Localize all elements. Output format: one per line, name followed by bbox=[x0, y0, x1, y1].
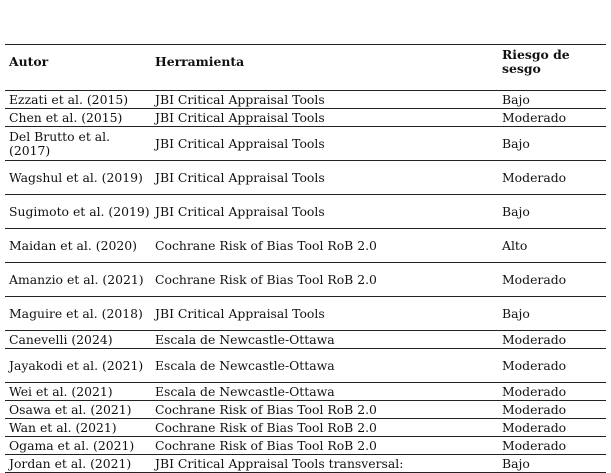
header-tool: Herramienta bbox=[155, 54, 245, 69]
cell-risk: Moderado bbox=[502, 357, 567, 373]
cell-author: Maguire et al. (2018) bbox=[9, 305, 143, 321]
cell-tool: Cochrane Risk of Bias Tool RoB 2.0 bbox=[155, 271, 377, 287]
cell-risk: Moderado bbox=[502, 419, 567, 435]
cell-author: Wan et al. (2021) bbox=[9, 419, 117, 435]
cell-risk: Moderado bbox=[502, 331, 567, 347]
table-row bbox=[5, 263, 606, 297]
table-row bbox=[5, 349, 606, 383]
cell-risk: Moderado bbox=[502, 271, 567, 287]
cell-author: Jordan et al. (2021) bbox=[9, 455, 132, 471]
table-row bbox=[5, 437, 606, 455]
cell-author: Maidan et al. (2020) bbox=[9, 237, 137, 253]
cell-tool: Cochrane Risk of Bias Tool RoB 2.0 bbox=[155, 401, 377, 417]
header-risk: Riesgo de sesgo bbox=[502, 47, 570, 76]
cell-author: Canevelli (2024) bbox=[9, 331, 113, 347]
cell-risk: Alto bbox=[502, 237, 528, 253]
table-row bbox=[5, 419, 606, 437]
cell-tool: JBI Critical Appraisal Tools bbox=[155, 169, 325, 185]
cell-risk: Bajo bbox=[502, 91, 530, 107]
cell-author: Osawa et al. (2021) bbox=[9, 401, 132, 417]
cell-tool: Escala de Newcastle-Ottawa bbox=[155, 331, 335, 347]
cell-risk: Bajo bbox=[502, 135, 530, 151]
cell-author: Ogama et al. (2021) bbox=[9, 437, 135, 453]
cell-tool: Escala de Newcastle-Ottawa bbox=[155, 357, 335, 373]
cell-author: Ezzati et al. (2015) bbox=[9, 91, 129, 107]
cell-risk: Bajo bbox=[502, 455, 530, 471]
risk-of-bias-table bbox=[5, 44, 606, 473]
cell-tool: Cochrane Risk of Bias Tool RoB 2.0 bbox=[155, 237, 377, 253]
table-row bbox=[5, 195, 606, 229]
table-row bbox=[5, 229, 606, 263]
table-row bbox=[5, 297, 606, 331]
cell-tool: Cochrane Risk of Bias Tool RoB 2.0 bbox=[155, 437, 377, 453]
table-row bbox=[5, 91, 606, 109]
cell-risk: Bajo bbox=[502, 203, 530, 219]
cell-author: Amanzio et al. (2021) bbox=[9, 271, 144, 287]
cell-author: Sugimoto et al. (2019) bbox=[9, 203, 150, 219]
cell-tool: JBI Critical Appraisal Tools bbox=[155, 91, 325, 107]
cell-author: Wei et al. (2021) bbox=[9, 383, 113, 399]
cell-tool: JBI Critical Appraisal Tools bbox=[155, 109, 325, 125]
cell-tool: Escala de Newcastle-Ottawa bbox=[155, 383, 335, 399]
cell-risk: Moderado bbox=[502, 437, 567, 453]
table-row bbox=[5, 401, 606, 419]
table-row bbox=[5, 127, 606, 161]
cell-tool: JBI Critical Appraisal Tools bbox=[155, 135, 325, 151]
cell-risk: Bajo bbox=[502, 305, 530, 321]
table-row bbox=[5, 331, 606, 349]
cell-risk: Moderado bbox=[502, 401, 567, 417]
cell-tool: JBI Critical Appraisal Tools bbox=[155, 203, 325, 219]
cell-tool: JBI Critical Appraisal Tools transversal: bbox=[155, 455, 404, 471]
table-row bbox=[5, 109, 606, 127]
cell-tool: JBI Critical Appraisal Tools bbox=[155, 305, 325, 321]
cell-author: Jayakodi et al. (2021) bbox=[9, 357, 144, 373]
cell-author: Wagshul et al. (2019) bbox=[9, 169, 143, 185]
table-header-row bbox=[5, 45, 606, 91]
header-author: Autor bbox=[9, 54, 49, 69]
cell-risk: Moderado bbox=[502, 169, 567, 185]
cell-risk: Moderado bbox=[502, 109, 567, 125]
cell-risk: Moderado bbox=[502, 383, 567, 399]
cell-tool: Cochrane Risk of Bias Tool RoB 2.0 bbox=[155, 419, 377, 435]
cell-author: Del Brutto et al. (2017) bbox=[9, 128, 111, 158]
cell-author: Chen et al. (2015) bbox=[9, 109, 123, 125]
table-row bbox=[5, 161, 606, 195]
table-row bbox=[5, 383, 606, 401]
